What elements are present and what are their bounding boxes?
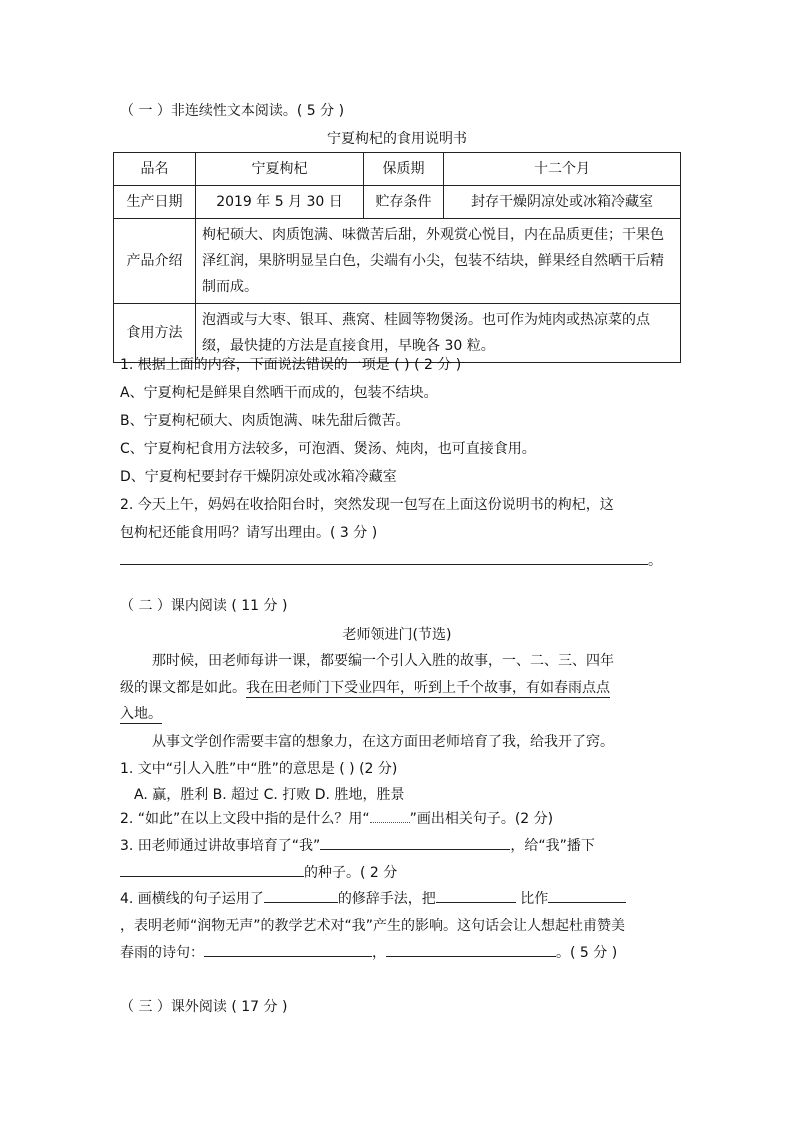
question xyxy=(120,808,553,830)
paragraph: 从事文学创作需要丰富的想象力，在这方面田老师培育了我，给我开了窍。 xyxy=(152,734,614,750)
spec-table xyxy=(113,152,681,363)
question-text: 春雨的诗句： xyxy=(120,945,204,961)
table-cell: 十二个月 xyxy=(444,153,681,186)
table-row xyxy=(114,186,681,219)
option: C、宁夏枸杞食用方法较多，可泡酒、煲汤、炖肉，也可直接食用。 xyxy=(120,441,536,457)
paragraph-text: 级的课文都是如此。 xyxy=(120,680,246,696)
table-cell: 食用方法 xyxy=(114,304,196,363)
question-text: ，给“我”播下 xyxy=(510,838,595,854)
option: D、宁夏枸杞要封存干燥阴凉处或冰箱冷藏室 xyxy=(120,469,397,485)
question xyxy=(120,862,397,884)
answer-blank[interactable] xyxy=(120,550,648,565)
question-text: 3. 田老师通过讲故事培育了“我” xyxy=(120,838,321,854)
question: 1. 文中“引人入胜”中“胜”的意思是 ( ) (2 分) xyxy=(120,761,398,777)
question: 包枸杞还能食用吗？请写出理由。( 3 分 ) xyxy=(120,525,378,541)
question xyxy=(120,942,617,964)
question-text: 4. 画横线的句子运用了 xyxy=(120,891,264,907)
section2-heading: （ 二 ）课内阅读 ( 11 分 ) xyxy=(120,598,288,614)
paragraph xyxy=(120,677,610,699)
question-text: 的修辞手法，把 xyxy=(337,891,436,907)
wavy-line-mark xyxy=(370,808,410,823)
options: A. 赢，胜利 B. 超过 C. 打败 D. 胜地，胜景 xyxy=(134,787,405,803)
answer-blank[interactable] xyxy=(204,942,372,957)
period: 。 xyxy=(648,553,662,569)
paragraph xyxy=(120,703,162,725)
table-cell: 保质期 xyxy=(364,153,444,186)
underlined-sentence: 入地。 xyxy=(120,706,162,722)
table-title: 宁夏枸杞的食用说明书 xyxy=(327,131,467,147)
question-text: 比作 xyxy=(515,891,549,907)
question xyxy=(120,888,626,910)
table-cell: 产品介绍 xyxy=(114,219,196,304)
question: ，表明老师“润物无声”的教学艺术对“我”产生的影响。这句话会让人想起杜甫赞美 xyxy=(120,918,626,934)
table-cell: 宁夏枸杞 xyxy=(196,153,364,186)
question-text: 。( 5 分 ) xyxy=(556,945,618,961)
question-text: 2. “如此”在以上文段中指的是什么？用“ xyxy=(120,811,370,827)
table-cell: 生产日期 xyxy=(114,186,196,219)
answer-blank[interactable] xyxy=(120,862,304,877)
question: 1. 根据上面的内容，下面说法错误的一项是 ( ) ( 2 分 ) xyxy=(120,357,462,373)
option: B、宁夏枸杞硕大、肉质饱满、味先甜后微苦。 xyxy=(120,413,410,429)
question-text: ”画出相关句子。(2 分) xyxy=(409,811,554,827)
table-cell: 品名 xyxy=(114,153,196,186)
table-row xyxy=(114,219,681,304)
answer-line xyxy=(120,550,662,572)
answer-blank[interactable] xyxy=(548,888,626,903)
paragraph: 那时候，田老师每讲一课，都要编一个引人入胜的故事，一、二、三、四年 xyxy=(152,653,614,669)
table-cell: 封存干燥阴凉处或冰箱冷藏室 xyxy=(444,186,681,219)
answer-blank[interactable] xyxy=(320,835,510,850)
passage-title: 老师领进门(节选) xyxy=(342,627,452,643)
table-cell: 泡酒或与大枣、银耳、燕窝、桂圆等物煲汤。也可作为炖肉或热凉菜的点缀，最快捷的方法是直接食用，早晚各 30 粒。 xyxy=(196,304,681,363)
question-text: 的种子。( 2 分 xyxy=(304,865,398,881)
question xyxy=(120,835,595,857)
question-text: ， xyxy=(372,945,386,961)
underlined-sentence: 我在田老师门下受业四年，听到上千个故事，有如春雨点点 xyxy=(246,680,610,696)
answer-blank[interactable] xyxy=(264,888,338,903)
answer-blank[interactable] xyxy=(436,888,516,903)
table-cell: 贮存条件 xyxy=(364,186,444,219)
section1-heading: （ 一 ）非连续性文本阅读。( 5 分 ) xyxy=(120,103,345,119)
answer-blank[interactable] xyxy=(386,942,556,957)
question: 2. 今天上午，妈妈在收拾阳台时，突然发现一包写在上面这份说明书的枸杞，这 xyxy=(120,497,614,513)
table-cell: 2019 年 5 月 30 日 xyxy=(196,186,364,219)
table-row xyxy=(114,153,681,186)
table-cell: 枸杞硕大、肉质饱满、味微苦后甜，外观赏心悦目，内在品质更佳；干果色泽红润，果脐明显呈白色，尖端有小尖，包装不结块，鲜果经自然晒干后精制而成。 xyxy=(196,219,681,304)
section3-heading: （ 三 ）课外阅读 ( 17 分 ) xyxy=(120,999,288,1015)
option: A、宁夏枸杞是鲜果自然晒干而成的，包装不结块。 xyxy=(120,385,438,401)
